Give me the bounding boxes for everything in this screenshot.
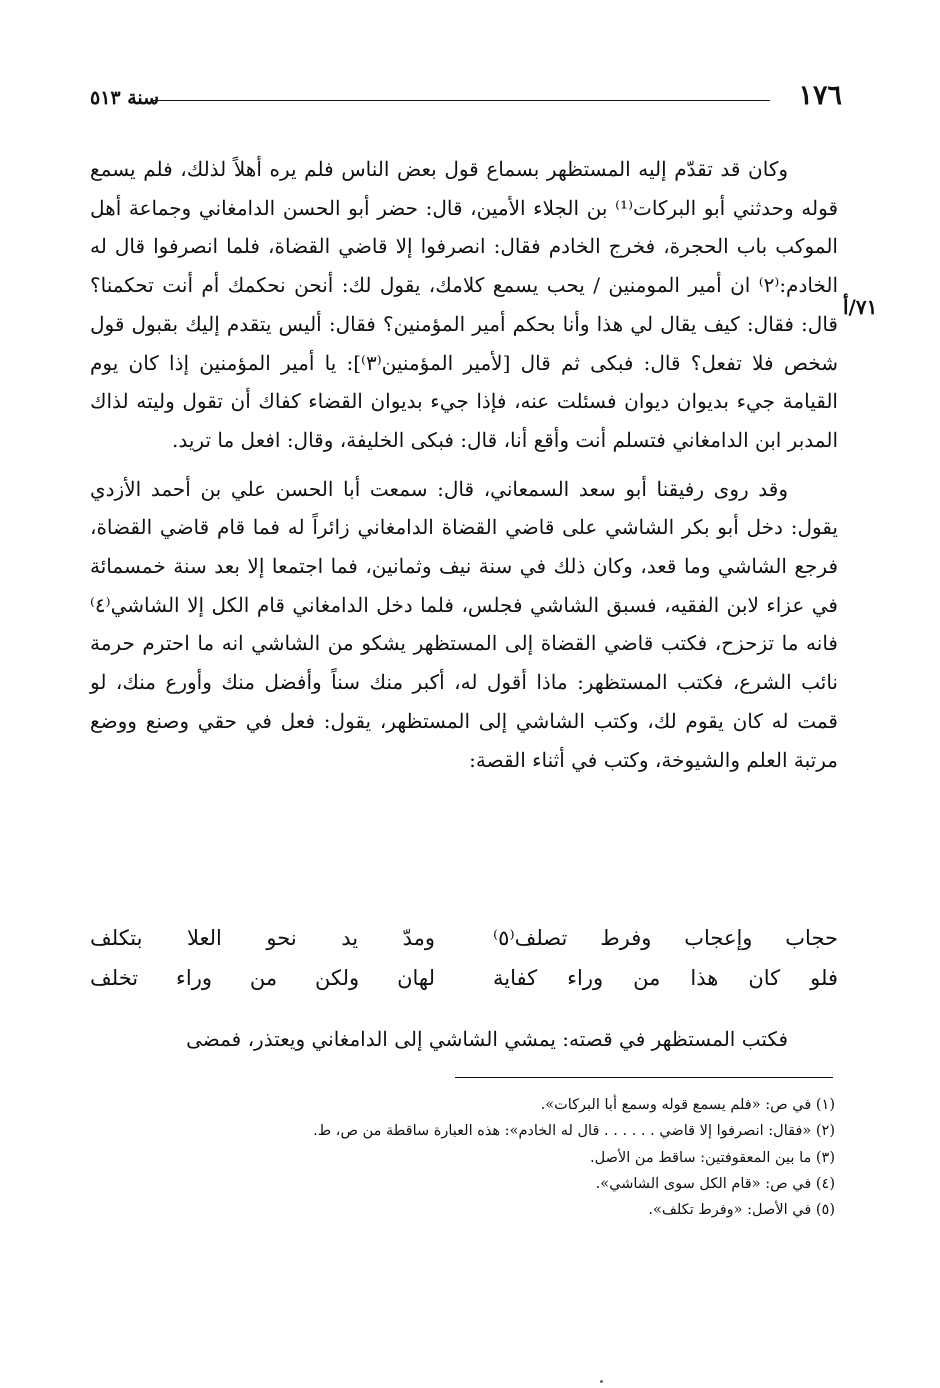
paragraph: وكان قد تقدّم إليه المستظهر بسماع قول بعض الناس فلم يره أهلاً لذلك، فلم يسمع قوله وحدثني أبو البركات⁽¹⁾ بن الجلاء الأمين، قال: حضر أبو الحسن الدامغاني وجماعة أهل الموكب باب الحجرة، فخرج الخادم فقال: انصرفوا إلا قاضي القضاة، فلما انصرفوا قال له الخادم:⁽٢⁾ ان أمير المومنين / يحب يسمع كلامك، يقول لك: أنحن نحكمك أم أنت تحكمنا؟ قال: فقال: كيف يقال لي هذا وأنا بحكم أمير المؤمنين؟ فقال: أليس يتقدم إليك بقبول قول شخص فلا تفعل؟ قال: فبكى ثم قال [لأمير المؤمنين⁽٣⁾]: يا أمير المؤمنين إذا كان يوم القيامة جيء بديوان ديوان فسئلت عنه، فإذا جيء بديوان القضاء كفاك أن تقول وليته لذاك المدبر ابن الدامغاني فتسلم أنت وأقع أنا، قال: فبكى الخليفة، وقال: افعل ما تريد. — [90, 157, 839, 452]
poem-second-hemistich: ومدّ يد نحو العلا بتكلف — [90, 926, 435, 950]
poem — [90, 918, 838, 998]
paragraph: وقد روى رفيقنا أبو سعد السمعاني، قال: سمعت أبا الحسن علي بن أحمد الأزدي يقول: دخل أبو بكر الشاشي على قاضي القضاة الدامغاني زائراً له فما قام قاضي القضاة، فرجع الشاشي وما قعد، وكان ذلك في سنة نيف وثمانين، فما اجتمعا إلا بعد سنة خمسمائة في عزاء لابن الفقيه، فسبق الشاشي فجلس، فلما دخل الدامغاني قام الكل إلا الشاشي⁽٤⁾ فانه ما تزحزح، فكتب قاضي القضاة إلى المستظهر يشكو من الشاشي انه ما احترم حرمة نائب الشرع، فكتب المستظهر: ماذا أقول له، أكبر منك سناً وأفضل منك وأورع منك، لو قمت له كان يقوم لك، وكتب الشاشي إلى المستظهر، يقول: فعل في حقي وصنع ووضع مرتبة العلم والشيوخة، وكتب في أثناء القصة: — [90, 476, 839, 772]
footnote: (٣) ما بين المعقوفتين: ساقط من الأصل. — [590, 1149, 835, 1166]
scan-speck — [600, 1380, 603, 1383]
poem-verse — [90, 918, 838, 958]
page-number: ١٧٦ — [798, 80, 842, 111]
footnote: (٢) «فقال: انصرفوا إلا قاضي . . . . . . قال له الخادم»: هذه العبارة ساقطة من ص، ط. — [313, 1123, 835, 1140]
margin-folio-reference: ٧١/أ — [843, 295, 878, 319]
footnote: (٤) في ص: «قام الكل سوى الشاشي». — [595, 1175, 835, 1192]
poem-first-hemistich: حجاب وإعجاب وفرط تصلف⁽٥⁾ — [493, 926, 838, 950]
main-text — [90, 150, 838, 779]
poem-second-hemistich: لهان ولكن من وراء تخلف — [90, 966, 435, 990]
poem-verse — [90, 958, 838, 998]
footnotes — [90, 1092, 835, 1223]
poem-first-hemistich: فلو كان هذا من وراء كفاية — [493, 966, 838, 990]
header-rule — [152, 100, 770, 101]
running-header — [90, 78, 842, 118]
footnote: (٥) في الأصل: «وفرط تكلف». — [648, 1202, 835, 1219]
footnote: (١) في ص: «فلم يسمع قوله وسمع أبا البركات». — [540, 1097, 835, 1113]
footnote-separator — [455, 1077, 833, 1078]
year-label: سنة ٥١٣ — [90, 87, 160, 109]
continuation-line: فكتب المستظهر في قصته: يمشي الشاشي إلى الدامغاني ويعتذر، فمضى — [186, 1027, 788, 1051]
